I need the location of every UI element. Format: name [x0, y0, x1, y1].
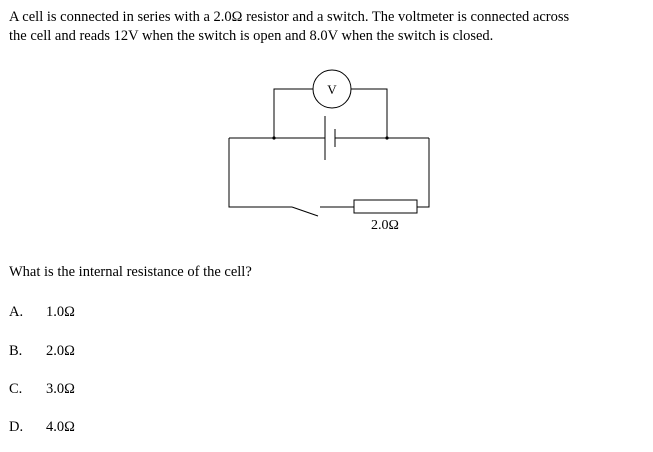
junction-left: [272, 136, 275, 139]
resistor-label: 2.0Ω: [371, 218, 399, 233]
wire-right-side: [417, 138, 429, 207]
option-value: 4.0Ω: [46, 419, 75, 435]
option-letter: D.: [9, 419, 24, 435]
option-value: 2.0Ω: [46, 343, 75, 359]
switch: [292, 207, 318, 216]
voltmeter-wire-left: [274, 89, 313, 138]
option-letter: C.: [9, 381, 23, 397]
junction-right: [385, 136, 388, 139]
voltmeter-wire-right: [351, 89, 387, 138]
question-line-2: the cell and reads 12V when the switch is open and 8.0V when the switch is closed.: [9, 28, 494, 44]
option-c[interactable]: [9, 381, 75, 398]
option-value: 1.0Ω: [46, 304, 75, 320]
option-value: 3.0Ω: [46, 381, 75, 397]
option-b[interactable]: [9, 343, 75, 360]
question-line-1: A cell is connected in series with a 2.0Ω resistor and a switch. The voltmeter is connected across: [9, 9, 570, 25]
question-prompt: What is the internal resistance of the cell?: [9, 264, 252, 280]
option-letter: B.: [9, 343, 23, 359]
wire-left-side: [229, 138, 292, 207]
voltmeter-label: V: [327, 82, 337, 97]
option-d[interactable]: [9, 419, 75, 436]
resistor: [354, 200, 417, 213]
option-letter: A.: [9, 304, 24, 320]
option-a[interactable]: [9, 304, 75, 321]
